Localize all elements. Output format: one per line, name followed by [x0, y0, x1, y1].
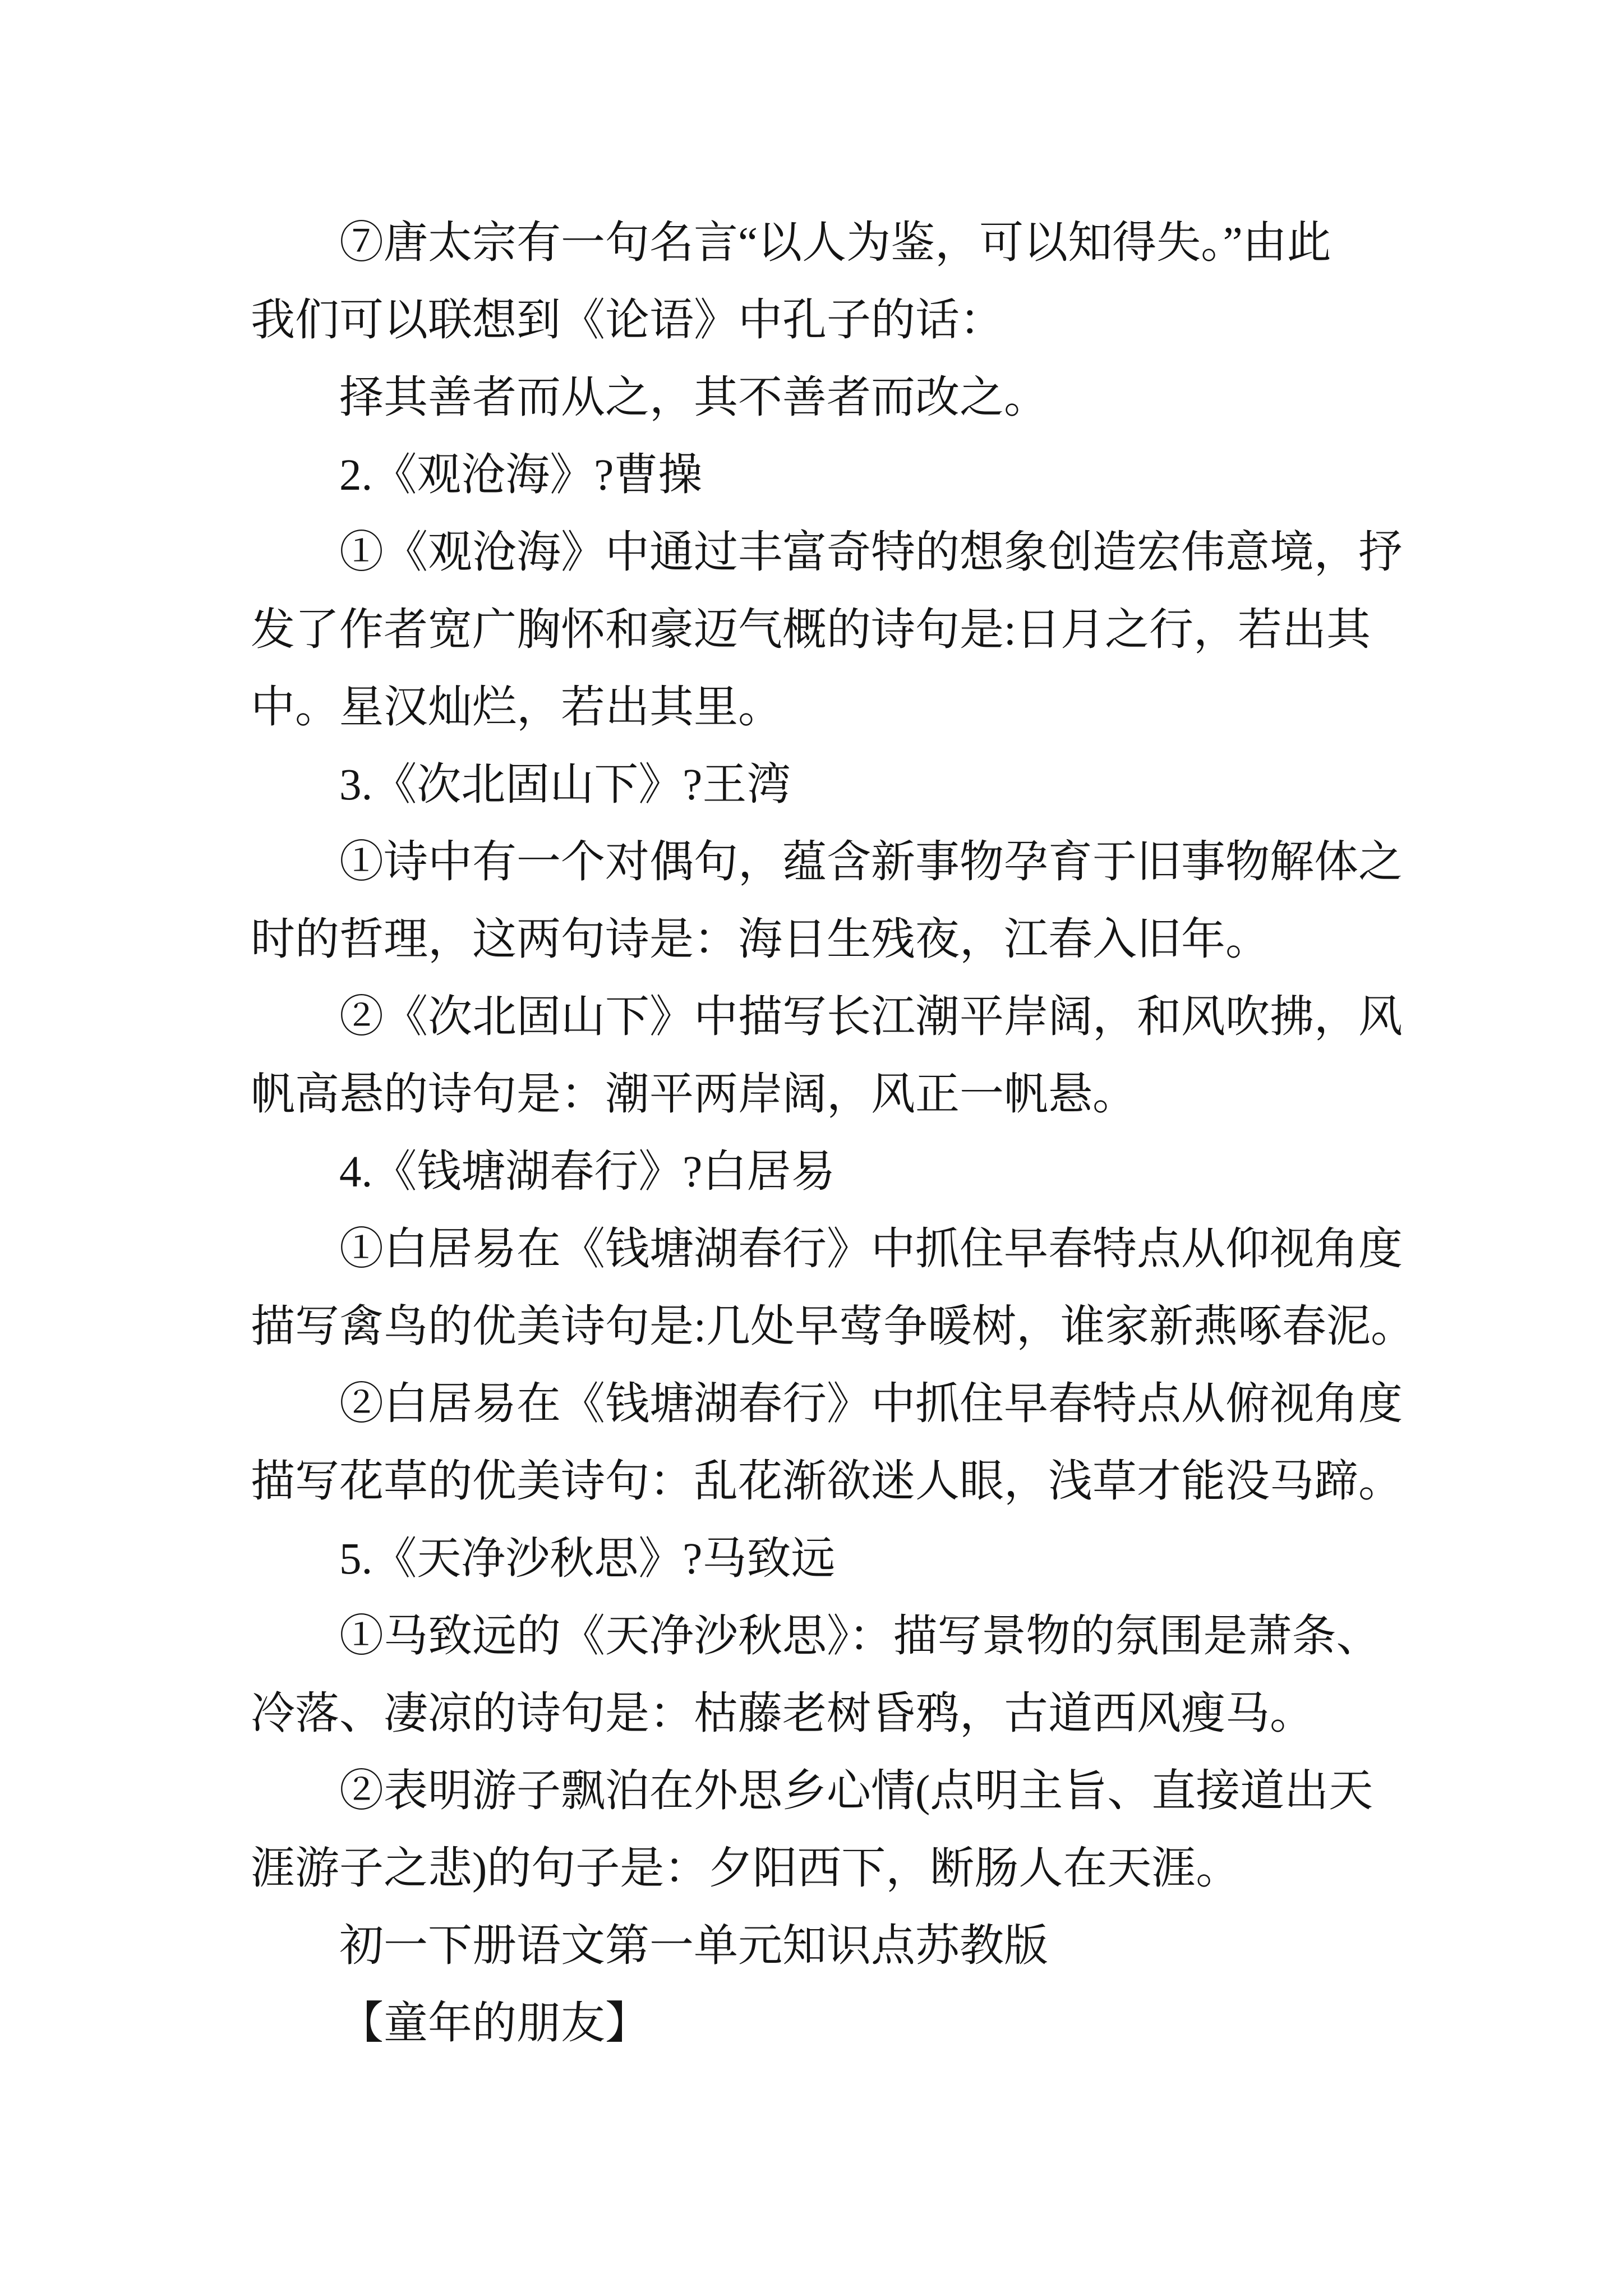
section-heading-text: 5.《天净沙秋思》?马致远	[339, 1535, 836, 1584]
text-line: 帆高悬的诗句是：潮平两岸阔，风正一帆悬。	[251, 1070, 1137, 1119]
text-line: ①《观沧海》中通过丰富奇特的想象创造宏伟意境，抒	[339, 528, 1403, 577]
paragraph	[251, 205, 1541, 360]
paragraph	[251, 979, 1541, 1134]
text-line: ①诗中有一个对偶句，蕴含新事物孕育于旧事物解体之	[339, 838, 1403, 887]
paragraph	[251, 360, 1541, 437]
paragraph	[251, 1753, 1541, 1908]
text-line: ②《次北固山下》中描写长江潮平岸阔，和风吹拂，风	[339, 993, 1403, 1042]
text-line: 我们可以联想到《论语》中孔子的话：	[251, 296, 1004, 345]
section-heading-text: 4.《钱塘湖春行》?白居易	[339, 1148, 836, 1197]
document-page	[251, 205, 1541, 2063]
text-line: ①白居易在《钱塘湖春行》中抓住早春特点从仰视角度	[339, 1225, 1403, 1274]
text-line: ⑦唐太宗有一句名言“以人为鉴，可以知得失。”由此	[339, 219, 1331, 268]
text-line: ②表明游子飘泊在外思乡心情(点明主旨、直接道出天	[339, 1767, 1373, 1816]
subtitle-text: 初一下册语文第一单元知识点苏教版	[339, 1922, 1048, 1971]
text-line: ②白居易在《钱塘湖春行》中抓住早春特点从俯视角度	[339, 1380, 1403, 1429]
lesson-title-text: 【童年的朋友】	[339, 1999, 649, 2048]
lesson-title	[251, 1985, 1541, 2063]
section-heading	[251, 1521, 1541, 1598]
section-heading	[251, 747, 1541, 824]
text-line: 描写禽鸟的优美诗句是:几处早莺争暖树，谁家新燕啄春泥。	[251, 1303, 1415, 1351]
section-heading-text: 2.《观沧海》?曹操	[339, 451, 703, 500]
section-heading	[251, 437, 1541, 514]
text-line: 冷落、凄凉的诗句是：枯藤老树昏鸦，古道西风瘦马。	[251, 1690, 1314, 1738]
paragraph	[251, 824, 1541, 979]
paragraph	[251, 1211, 1541, 1366]
document-subtitle	[251, 1908, 1541, 1985]
text-line: 时的哲理，这两句诗是：海日生残夜，江春入旧年。	[251, 915, 1270, 964]
paragraph	[251, 1366, 1541, 1521]
section-heading	[251, 1134, 1541, 1211]
text-line: ①马致远的《天净沙秋思》：描写景物的氛围是萧条、	[339, 1612, 1381, 1661]
section-heading-text: 3.《次北固山下》?王湾	[339, 761, 791, 809]
text-line: 中。星汉灿烂，若出其里。	[251, 683, 782, 732]
paragraph	[251, 514, 1541, 747]
text-line: 涯游子之悲)的句子是：夕阳西下，断肠人在天涯。	[251, 1844, 1241, 1893]
paragraph	[251, 1598, 1541, 1753]
text-line: 发了作者宽广胸怀和豪迈气概的诗句是:日月之行，若出其	[251, 606, 1371, 655]
text-line: 描写花草的优美诗句：乱花渐欲迷人眼，浅草才能没马蹄。	[251, 1457, 1403, 1506]
text-line: 择其善者而从之，其不善者而改之。	[339, 374, 1048, 422]
